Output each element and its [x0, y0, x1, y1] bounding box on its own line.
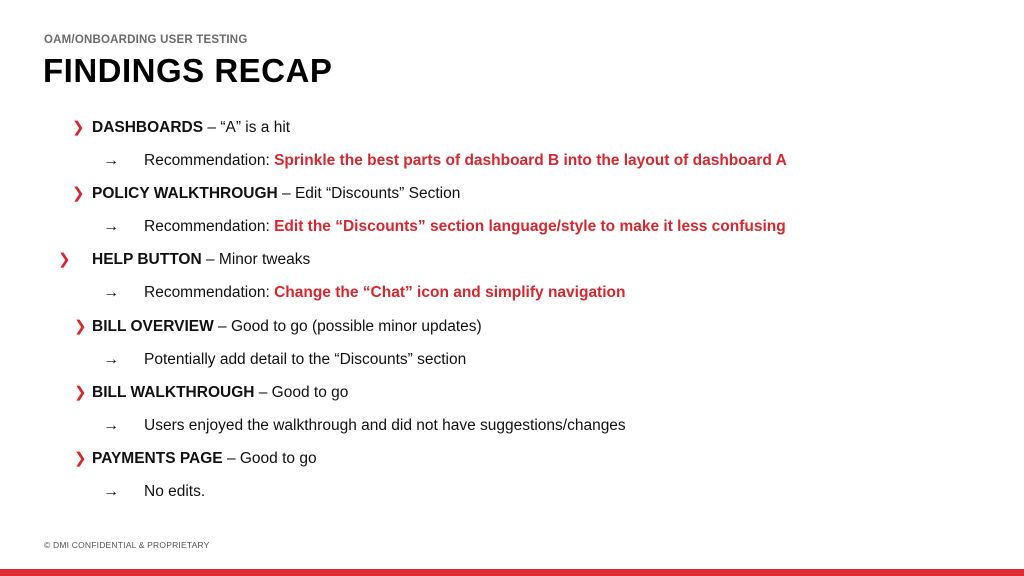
right-arrow-icon: →	[103, 351, 119, 368]
finding-heading-line	[92, 183, 460, 205]
sub-point: Users enjoyed the walkthrough and did not have suggestions/changes	[144, 417, 626, 434]
recommendation-prefix: Recommendation:	[144, 218, 275, 235]
recommendation-prefix: Recommendation:	[144, 152, 275, 169]
right-arrow-icon: →	[103, 218, 119, 235]
recommendation-prefix: Recommendation:	[144, 284, 275, 301]
finding-heading-line	[92, 249, 310, 271]
slide-eyebrow: OAM/ONBOARDING USER TESTING	[44, 34, 248, 46]
finding-heading-line	[92, 316, 482, 338]
right-arrow-icon: →	[103, 483, 119, 500]
finding-detail: – Minor tweaks	[201, 251, 311, 268]
chevron-right-icon: ❯	[74, 450, 87, 467]
finding-heading-line	[92, 448, 317, 470]
sub-point: Potentially add detail to the “Discounts” section	[144, 351, 467, 368]
recommendation-line	[144, 150, 787, 172]
accent-bar	[0, 569, 1024, 576]
chevron-right-icon: ❯	[74, 318, 87, 335]
finding-heading: DASHBOARDS	[92, 119, 204, 136]
sub-point: No edits.	[144, 483, 206, 500]
right-arrow-icon: →	[103, 417, 119, 434]
chevron-right-icon: ❯	[58, 251, 71, 268]
finding-detail: – Good to go	[222, 450, 317, 467]
finding-heading: BILL OVERVIEW	[92, 318, 214, 335]
finding-detail: – Good to go (possible minor updates)	[213, 318, 482, 335]
finding-heading: POLICY WALKTHROUGH	[92, 185, 278, 202]
finding-heading: BILL WALKTHROUGH	[92, 384, 255, 401]
chevron-right-icon: ❯	[72, 119, 85, 136]
recommendation-highlight: Sprinkle the best parts of dashboard B into the layout of dashboard A	[274, 152, 787, 169]
recommendation-highlight: Change the “Chat” icon and simplify navigation	[274, 284, 626, 301]
recommendation-highlight: Edit the “Discounts” section language/style to make it less confusing	[274, 218, 786, 235]
recommendation-line	[144, 282, 625, 304]
confidential-footer: © DMI CONFIDENTIAL & PROPRIETARY	[44, 540, 210, 550]
finding-heading-line	[92, 382, 348, 404]
right-arrow-icon: →	[103, 284, 119, 301]
finding-heading-line	[92, 117, 290, 139]
chevron-right-icon: ❯	[72, 185, 85, 202]
finding-detail: – Edit “Discounts” Section	[277, 185, 461, 202]
recommendation-line	[144, 216, 786, 238]
slide-title: FINDINGS RECAP	[43, 52, 333, 89]
right-arrow-icon: →	[103, 152, 119, 169]
finding-detail: – “A” is a hit	[203, 119, 291, 136]
finding-heading: HELP BUTTON	[92, 251, 202, 268]
chevron-right-icon: ❯	[74, 384, 87, 401]
finding-detail: – Good to go	[254, 384, 349, 401]
finding-heading: PAYMENTS PAGE	[92, 450, 223, 467]
